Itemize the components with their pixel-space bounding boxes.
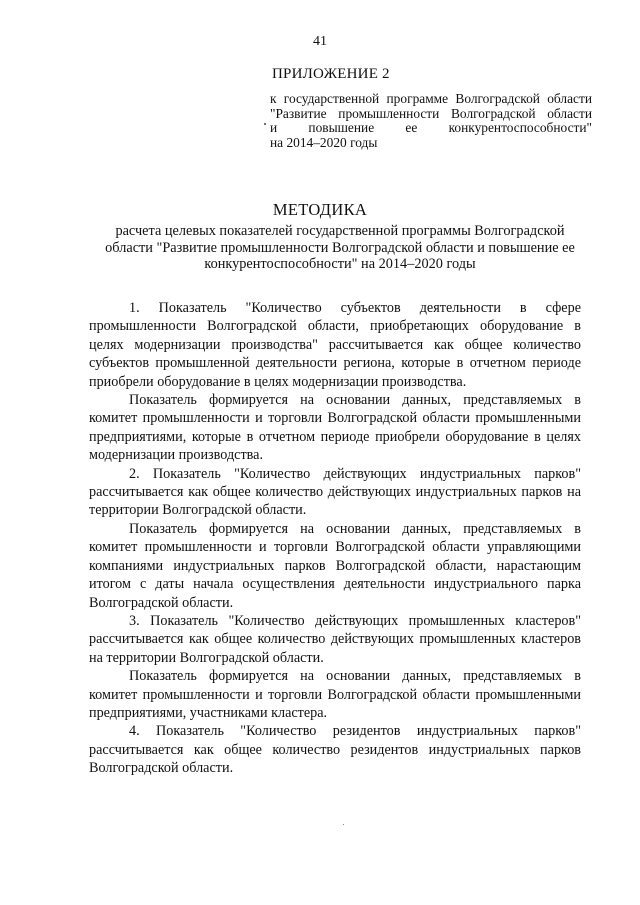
appendix-ref-line: на 2014–2020 годы — [270, 134, 378, 150]
paragraph: 2. Показатель "Количество действующих индустриальных парков" рассчитывается как общее количество действующих индустриальных парков на территории Волгоградской области. — [89, 465, 581, 519]
scan-speck — [264, 123, 266, 125]
appendix-title: ПРИЛОЖЕНИЕ 2 — [272, 66, 390, 82]
scan-speck — [343, 824, 344, 825]
paragraph: Показатель формируется на основании данных, представляемых в комитет промышленности и торговли Волгоградской области управляющими компаниями индустриальных парков Волгоградской области, нарастающим итогом с даты начала осуществления деятельности индустриального парка Волгоградской области. — [89, 520, 581, 611]
appendix-ref-line: и повышение ее конкурентоспособности" — [270, 120, 592, 135]
appendix-reference — [270, 92, 592, 150]
paragraph: Показатель формируется на основании данных, представляемых в комитет промышленности и торговли Волгоградской области промышленными предприятиями, которые в отчетном периоде приобрели оборудование в целях модернизации производства. — [89, 392, 581, 464]
paragraph: 4. Показатель "Количество резидентов индустриальных парков" рассчитывается как общее количество резидентов индустриальных парков Волгоградской области. — [89, 723, 581, 777]
paragraph: 3. Показатель "Количество действующих промышленных кластеров" рассчитывается как общее количество действующих промышленных кластеров на территории Волгоградской области. — [89, 612, 581, 666]
page-number: 41 — [313, 34, 327, 49]
paragraph: Показатель формируется на основании данных, представляемых в комитет промышленности и торговли Волгоградской области промышленными предприятиями, участниками кластера. — [89, 668, 581, 721]
appendix-ref-line: к государственной программе Волгоградской области — [270, 91, 592, 106]
paragraph: 1. Показатель "Количество субъектов деятельности в сфере промышленности Волгоградской области, приобретающих оборудование в целях модернизации производства" рассчитывается как общее количество субъектов промышленной деятельности региона, которые в отчетном периоде приобрели оборудование в целях модернизации производства. — [89, 300, 581, 390]
document-body — [89, 299, 581, 778]
appendix-ref-line: "Развитие промышленности Волгоградской области — [270, 105, 592, 121]
methodology-title: МЕТОДИКА — [272, 200, 368, 219]
methodology-subtitle: расчета целевых показателей государственной программы Волгоградской области "Развитие промышленности Волгоградской области и повышение ее конкурентоспособности" на 2014–2020 годы — [105, 223, 575, 272]
